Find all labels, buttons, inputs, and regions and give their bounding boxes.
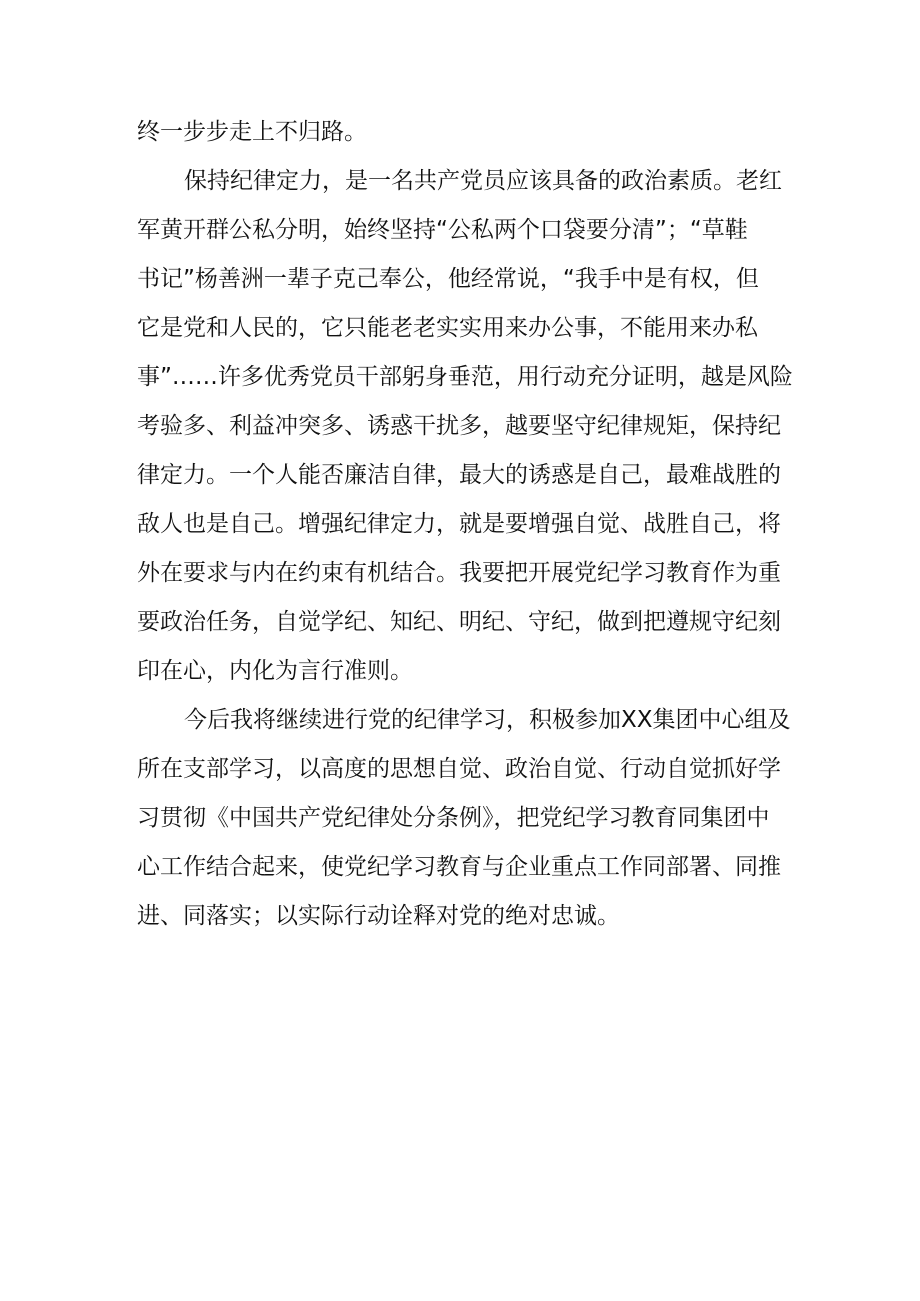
paragraph-start-line: 保持纪律定力，是一名共产党员应该具备的政治素质。老红 (184, 168, 782, 194)
text-line: 考验多、利益冲突多、诱惑干扰多，越要坚守纪律规矩，保持纪 (137, 413, 781, 439)
text-line: 敌人也是自己。增强纪律定力，就是要增强自觉、战胜自己，将 (137, 511, 781, 537)
text-line: 所在支部学习，以高度的思想自觉、政治自觉、行动自觉抓好学 (137, 756, 781, 782)
text-line: 印在心，内化为言行准则。 (137, 658, 413, 684)
text-line: 外在要求与内在约束有机结合。我要把开展党纪学习教育作为重 (137, 560, 781, 586)
text-line: 它是党和人民的，它只能老老实实用来办公事，不能用来办私 (137, 315, 758, 341)
text-line: 律定力。一个人能否廉洁自律，最大的诱惑是自己，最难战胜的 (137, 462, 781, 488)
text-line: 习贯彻《中国共产党纪律处分条例》，把党纪学习教育同集团中 (137, 805, 770, 831)
text-line: 事”……许多优秀党员干部躬身垂范，用行动充分证明，越是风险 (137, 364, 793, 390)
text-line: 军黄开群公私分明，始终坚持“公私两个口袋要分清”；“草鞋 (137, 217, 748, 243)
paragraph-start-line: 今后我将继续进行党的纪律学习，积极参加XX集团中心组及 (184, 707, 791, 733)
text-line: 进、同落实；以实际行动诠释对党的绝对忠诚。 (137, 903, 620, 929)
text-line: 心工作结合起来，使党纪学习教育与企业重点工作同部署、同推 (137, 854, 781, 880)
text-line: 要政治任务，自觉学纪、知纪、明纪、守纪，做到把遵规守纪刻 (137, 609, 781, 635)
text-line: 书记”杨善洲一辈子克己奉公，他经常说，“我手中是有权，但 (137, 266, 759, 292)
text-line: 终一步步走上不归路。 (137, 119, 367, 145)
